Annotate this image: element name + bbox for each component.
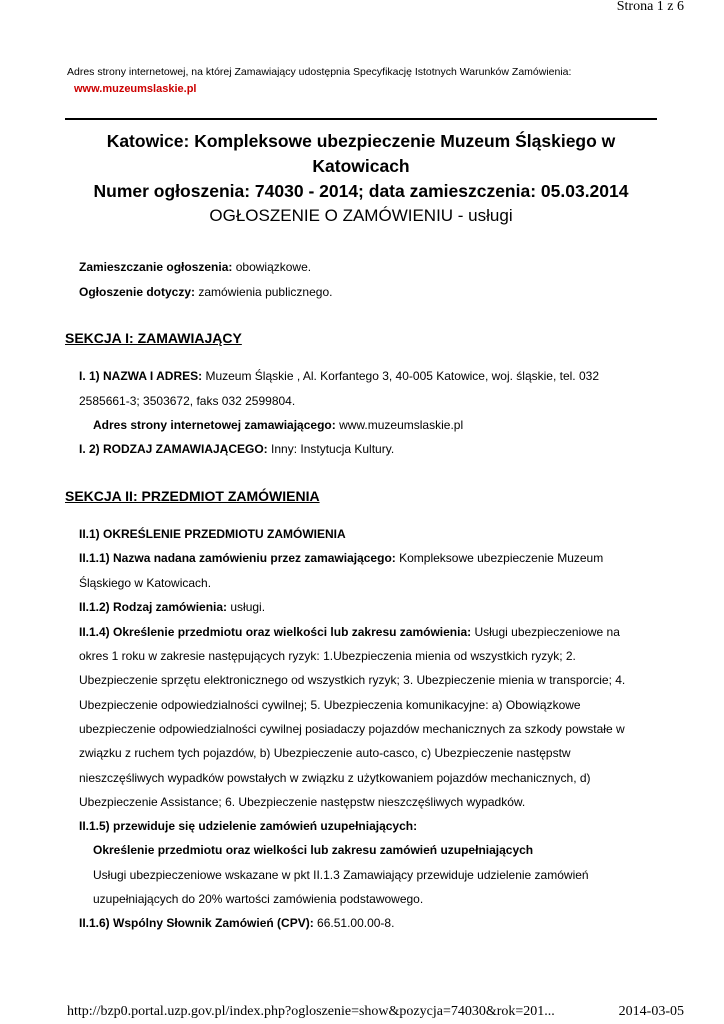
footer-date: 2014-03-05 — [618, 1004, 684, 1019]
placement-row — [79, 260, 311, 274]
section2-heading: SEKCJA II: PRZEDMIOT ZAMÓWIENIA — [65, 488, 320, 504]
supplementary-text: Usługi ubezpieczeniowe wskazane w pkt II.1.3 Zamawiający przewiduje udzielenie zamówień — [93, 868, 589, 882]
order-kind-row — [79, 600, 265, 614]
name-address-row — [79, 369, 599, 383]
address-label: Adres strony internetowej, na której Zamawiający udostępnia Specyfikację Istotnych Warunków Zamówienia: — [67, 66, 572, 78]
supplementary-heading: Określenie przedmiotu oraz wielkości lub zakresu zamówień uzupełniających — [93, 843, 534, 857]
scope-line: Ubezpieczenie odpowiedzialności cywilnej; 5. Ubezpieczenia komunikacyjne: a) Obowiązkowe — [79, 698, 581, 712]
announcement-type: OGŁOSZENIE O ZAMÓWIENIU - usługi — [209, 206, 513, 225]
page-number: Strona 1 z 6 — [616, 0, 684, 14]
supplementary-row — [79, 819, 417, 833]
website-label: Adres strony internetowej zamawiającego: — [93, 418, 336, 432]
page-title-line2: Katowicach — [312, 156, 410, 176]
page-title-line1: Katowice: Kompleksowe ubezpieczenie Muzeum Śląskiego w — [106, 131, 616, 151]
scope-line: ubezpieczenie odpowiedzialności cywilnej posiadaczy pojazdów mechanicznych za szkody powstałe w — [79, 722, 625, 736]
scope-row — [79, 625, 620, 639]
scope-line: nieszczęśliwych wypadków powstałych w związku z użytkowaniem pojazdów mechanicznych, d) — [79, 771, 591, 785]
title-rule — [65, 118, 657, 120]
placement-label: Zamieszczanie ogłoszenia: — [79, 260, 233, 274]
placement-value: obowiązkowe. — [232, 260, 312, 274]
scope-line: Ubezpieczenie sprzętu elektronicznego od wszystkich ryzyk; 3. Ubezpieczenie mienia w transporcie; 4. — [79, 673, 626, 687]
concerns-row — [79, 285, 332, 299]
website-row — [93, 418, 463, 432]
website-value: www.muzeumslaskie.pl — [335, 418, 464, 432]
name-address-value: Muzeum Śląskie , Al. Korfantego 3, 40-005 Katowice, woj. śląskie, tel. 032 — [202, 369, 599, 383]
order-name-row — [79, 551, 603, 565]
supplementary-heading-row — [93, 843, 533, 857]
order-kind-label: II.1.2) Rodzaj zamówienia: — [79, 600, 228, 614]
supplementary-label: II.1.5) przewiduje się udzielenie zamówień uzupełniających: — [79, 819, 418, 833]
cpv-value: 66.51.00.00-8. — [313, 916, 395, 930]
concerns-value: zamówienia publicznego. — [195, 285, 333, 299]
section1-heading: SEKCJA I: ZAMAWIAJĄCY — [65, 330, 242, 346]
name-address-row-cont: 2585661-3; 3503672, faks 032 2599804. — [79, 394, 296, 408]
order-name-value: Kompleksowe ubezpieczenie Muzeum — [395, 551, 604, 565]
contracting-type-row — [79, 442, 394, 456]
order-name-label: II.1.1) Nazwa nadana zamówieniu przez zamawiającego: — [79, 551, 396, 565]
scope-line: związku z ruchem tych pojazdów, b) Ubezpieczenie auto-casco, c) Ubezpieczenie następstw — [79, 746, 571, 760]
announcement-number: Numer ogłoszenia: 74030 - 2014; data zamieszczenia: 05.03.2014 — [93, 181, 629, 201]
cpv-row — [79, 916, 394, 930]
scope-label: II.1.4) Określenie przedmiotu oraz wielkości lub zakresu zamówienia: — [79, 625, 472, 639]
scope-value: Usługi ubezpieczeniowe na — [471, 625, 620, 639]
concerns-label: Ogłoszenie dotyczy: — [79, 285, 196, 299]
contracting-type-label: I. 2) RODZAJ ZAMAWIAJĄCEGO: — [79, 442, 268, 456]
subject-subheading-label: II.1) OKREŚLENIE PRZEDMIOTU ZAMÓWIENIA — [79, 527, 346, 541]
contracting-type-value: Inny: Instytucja Kultury. — [267, 442, 395, 456]
order-kind-value: usługi. — [227, 600, 266, 614]
supplementary-text-cont: uzupełniających do 20% wartości zamówienia podstawowego. — [93, 892, 424, 906]
address-link[interactable]: www.muzeumslaskie.pl — [74, 83, 197, 95]
scope-line: okres 1 roku w zakresie następujących ryzyk: 1.Ubezpieczenia mienia od wszystkich ryzyk; 2. — [79, 649, 576, 663]
name-address-label: I. 1) NAZWA I ADRES: — [79, 369, 203, 383]
cpv-label: II.1.6) Wspólny Słownik Zamówień (CPV): — [79, 916, 314, 930]
subject-subheading — [79, 527, 346, 541]
footer-url: http://bzp0.portal.uzp.gov.pl/index.php?ogloszenie=show&pozycja=74030&rok=201... — [67, 1004, 555, 1019]
scope-line: Ubezpieczenie Assistance; 6. Ubezpieczenie następstw nieszczęśliwych wypadków. — [79, 795, 526, 809]
order-name-row-cont: Śląskiego w Katowicach. — [79, 576, 212, 590]
